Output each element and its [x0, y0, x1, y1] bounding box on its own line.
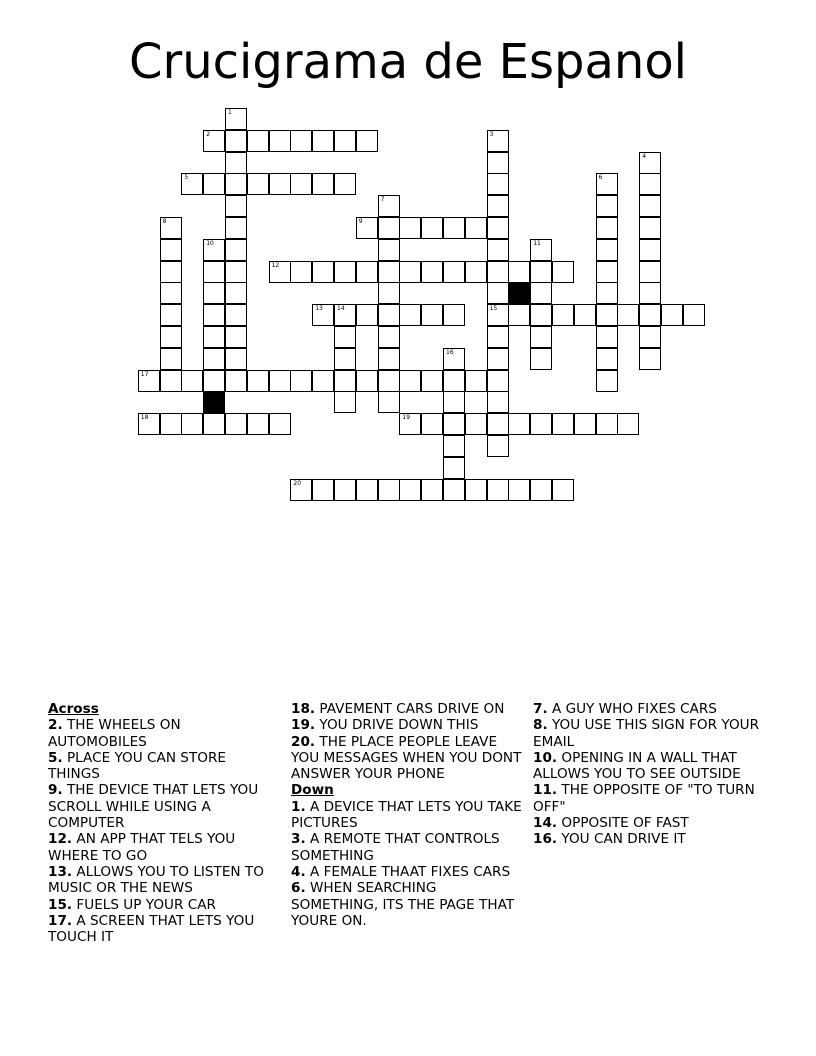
- crossword-cell[interactable]: [203, 173, 225, 195]
- crossword-cell[interactable]: [290, 370, 312, 392]
- crossword-cell[interactable]: [334, 130, 356, 152]
- clue-number: 15: [489, 305, 498, 313]
- crossword-cell[interactable]: [269, 413, 291, 435]
- crossword-cell[interactable]: [334, 304, 356, 326]
- crossword-cell[interactable]: [487, 217, 509, 239]
- crossword-cell[interactable]: [160, 261, 182, 283]
- crossword-cell[interactable]: [225, 130, 247, 152]
- crossword-cell[interactable]: [334, 348, 356, 370]
- crossword-cell[interactable]: [596, 217, 618, 239]
- down-clue: 3. A REMOTE THAT CONTROLS SOMETHING: [291, 831, 500, 864]
- crossword-cell[interactable]: [269, 130, 291, 152]
- crossword-cell[interactable]: [661, 304, 683, 326]
- crossword-cell[interactable]: [225, 304, 247, 326]
- crossword-cell[interactable]: [356, 370, 378, 392]
- crossword-cell[interactable]: [487, 152, 509, 174]
- page-title: Crucigrama de Espanol: [128, 34, 688, 90]
- crossword-cell[interactable]: [443, 261, 465, 283]
- crossword-cell[interactable]: [378, 479, 400, 501]
- across-heading: Across: [48, 701, 99, 717]
- crossword-cell[interactable]: [138, 413, 160, 435]
- crossword-cell[interactable]: [443, 348, 465, 370]
- crossword-cell[interactable]: [530, 348, 552, 370]
- crossword-cell[interactable]: [487, 370, 509, 392]
- crossword-cell[interactable]: [225, 152, 247, 174]
- crossword-cell[interactable]: [508, 479, 530, 501]
- crossword-cell[interactable]: [487, 173, 509, 195]
- crossword-cell[interactable]: [487, 130, 509, 152]
- crossword-cell[interactable]: [639, 152, 661, 174]
- down-clue: 16. YOU CAN DRIVE IT: [533, 831, 686, 848]
- crossword-cell[interactable]: [530, 282, 552, 304]
- down-clue: 1. A DEVICE THAT LETS YOU TAKE PICTURES: [291, 798, 522, 832]
- crossword-grid: [0, 0, 816, 520]
- crossword-cell[interactable]: [552, 413, 574, 435]
- crossword-cell[interactable]: [312, 261, 334, 283]
- crossword-cell[interactable]: [465, 261, 487, 283]
- crossword-cell[interactable]: [443, 304, 465, 326]
- crossword-cell[interactable]: [639, 282, 661, 304]
- crossword-cell[interactable]: [225, 195, 247, 217]
- across-clue: 15. FUELS UP YOUR CAR: [48, 896, 216, 913]
- down-clue: 8. YOU USE THIS SIGN FOR YOUR EMAIL: [533, 717, 760, 750]
- crossword-cell[interactable]: [443, 370, 465, 392]
- crossword-cell[interactable]: [334, 173, 356, 195]
- across-clue: 17. A SCREEN THAT LETS YOU TOUCH IT: [48, 912, 255, 946]
- crossword-cell[interactable]: [269, 370, 291, 392]
- crossword-cell[interactable]: [443, 479, 465, 501]
- crossword-cell[interactable]: [225, 370, 247, 392]
- crossword-cell[interactable]: [160, 326, 182, 348]
- crossword-cell[interactable]: [334, 261, 356, 283]
- crossword-cell[interactable]: [487, 348, 509, 370]
- crossword-cell[interactable]: [399, 304, 421, 326]
- crossword-cell[interactable]: [225, 108, 247, 130]
- clue-number: 9: [358, 218, 363, 225]
- crossword-cell[interactable]: [247, 413, 269, 435]
- crossword-cell[interactable]: [596, 413, 618, 435]
- crossword-cell[interactable]: [487, 326, 509, 348]
- crossword-cell[interactable]: [639, 217, 661, 239]
- crossword-cell[interactable]: [203, 348, 225, 370]
- crossword-cell[interactable]: [160, 282, 182, 304]
- crossword-cell[interactable]: [487, 261, 509, 283]
- crossword-cell[interactable]: [203, 304, 225, 326]
- crossword-cell[interactable]: [334, 326, 356, 348]
- crossword-cell[interactable]: [574, 413, 596, 435]
- crossword-cell[interactable]: [596, 173, 618, 195]
- crossword-cell[interactable]: [312, 130, 334, 152]
- clue-number: 10: [206, 239, 214, 247]
- crossword-cell[interactable]: [508, 261, 530, 283]
- crossword-cell[interactable]: [247, 130, 269, 152]
- crossword-cell[interactable]: [443, 457, 465, 479]
- crossword-cell[interactable]: [530, 326, 552, 348]
- crossword-cell[interactable]: [334, 391, 356, 413]
- crossword-cell[interactable]: [617, 304, 639, 326]
- crossword-cell[interactable]: [530, 479, 552, 501]
- clue-number: 7: [380, 196, 385, 204]
- clue-number: 6: [598, 174, 603, 182]
- crossword-cell[interactable]: [639, 304, 661, 326]
- crossword-cell[interactable]: [465, 413, 487, 435]
- crossword-cell[interactable]: [225, 282, 247, 304]
- across-clue: 18. PAVEMENT CARS DRIVE ON: [291, 701, 505, 717]
- crossword-cell[interactable]: [399, 261, 421, 283]
- crossword-cell[interactable]: [596, 261, 618, 283]
- clues-column-2: [291, 701, 523, 929]
- crossword-cell[interactable]: [421, 370, 443, 392]
- crossword-cell[interactable]: [356, 304, 378, 326]
- crossword-cell[interactable]: [443, 435, 465, 457]
- crossword-cell[interactable]: [225, 326, 247, 348]
- crossword-cell[interactable]: [399, 479, 421, 501]
- clue-number: 17: [140, 370, 149, 378]
- crossword-cell[interactable]: [356, 479, 378, 501]
- clue-number: 5: [184, 174, 189, 182]
- crossword-cell[interactable]: [225, 173, 247, 195]
- crossword-cell[interactable]: [181, 173, 203, 195]
- crossword-cell[interactable]: [334, 370, 356, 392]
- crossword-cell[interactable]: [639, 326, 661, 348]
- crossword-cell[interactable]: [465, 370, 487, 392]
- crossword-cell[interactable]: [312, 304, 334, 326]
- crossword-cell[interactable]: [421, 217, 443, 239]
- crossword-cell[interactable]: [378, 348, 400, 370]
- crossword-cell[interactable]: [378, 261, 400, 283]
- crossword-cell[interactable]: [552, 261, 574, 283]
- crossword-cell[interactable]: [574, 304, 596, 326]
- crossword-cell[interactable]: [247, 173, 269, 195]
- clue-number: 20: [293, 479, 302, 487]
- crossword-cell[interactable]: [203, 326, 225, 348]
- crossword-cell[interactable]: [225, 217, 247, 239]
- crossword-cell[interactable]: [639, 173, 661, 195]
- crossword-cell[interactable]: [639, 239, 661, 261]
- down-heading: Down: [291, 782, 334, 799]
- clue-number: 16: [446, 348, 454, 356]
- clue-number: 2: [206, 130, 211, 138]
- crossword-cell[interactable]: [465, 217, 487, 239]
- crossword-cell[interactable]: [596, 370, 618, 392]
- crossword-cell[interactable]: [617, 413, 639, 435]
- crossword-cell[interactable]: [596, 348, 618, 370]
- clues-column-3: [533, 701, 765, 848]
- crossword-cell[interactable]: [203, 282, 225, 304]
- crossword-cell[interactable]: [269, 261, 291, 283]
- clues-column-1: [48, 701, 280, 945]
- across-clue: 9. THE DEVICE THAT LETS YOU SCROLL WHILE USING A COMPUTER: [48, 782, 259, 832]
- crossword-cell[interactable]: [160, 239, 182, 261]
- crossword-cell[interactable]: [181, 370, 203, 392]
- crossword-cell[interactable]: [225, 239, 247, 261]
- crossword-cell[interactable]: [443, 413, 465, 435]
- across-clue: 12. AN APP THAT TELS YOU WHERE TO GO: [48, 831, 236, 864]
- clue-number: 19: [402, 414, 411, 422]
- crossword-cell[interactable]: [160, 370, 182, 392]
- crossword-cell[interactable]: [203, 370, 225, 392]
- crossword-cell[interactable]: [683, 304, 705, 326]
- crossword-cell[interactable]: [465, 479, 487, 501]
- clue-number: 1: [228, 109, 232, 116]
- crossword-cell[interactable]: [312, 479, 334, 501]
- crossword-cell[interactable]: [247, 370, 269, 392]
- crossword-cell[interactable]: [312, 370, 334, 392]
- clue-number: 11: [533, 239, 541, 247]
- across-clue: 5. PLACE YOU CAN STORE THINGS: [48, 749, 226, 783]
- crossword-cell[interactable]: [378, 217, 400, 239]
- crossword-cell[interactable]: [487, 239, 509, 261]
- crossword-cell[interactable]: [399, 413, 421, 435]
- crossword-cell[interactable]: [378, 326, 400, 348]
- crossword-cell[interactable]: [378, 304, 400, 326]
- crossword-cell[interactable]: [421, 479, 443, 501]
- crossword-cell[interactable]: [356, 130, 378, 152]
- across-clue: 13. ALLOWS YOU TO LISTEN TO MUSIC OR THE NEWS: [48, 863, 264, 897]
- crossword-cell[interactable]: [530, 304, 552, 326]
- crossword-cell[interactable]: [508, 413, 530, 435]
- crossword-block-cell: [508, 282, 530, 304]
- crossword-cell[interactable]: [487, 435, 509, 457]
- crossword-cell[interactable]: [552, 304, 574, 326]
- across-clue: 19. YOU DRIVE DOWN THIS: [291, 717, 479, 734]
- crossword-cell[interactable]: [225, 261, 247, 283]
- across-clue: 2. THE WHEELS ON AUTOMOBILES: [48, 717, 181, 750]
- crossword-cell[interactable]: [487, 304, 509, 326]
- crossword-cell[interactable]: [443, 391, 465, 413]
- clue-number: 18: [140, 414, 149, 422]
- crossword-cell[interactable]: [596, 239, 618, 261]
- crossword-cell[interactable]: [639, 195, 661, 217]
- across-clue: 20. THE PLACE PEOPLE LEAVE YOU MESSAGES WHEN YOU DONT ANSWER YOUR PHONE: [291, 733, 522, 783]
- crossword-cell[interactable]: [378, 282, 400, 304]
- crossword-cell[interactable]: [443, 217, 465, 239]
- crossword-cell[interactable]: [487, 282, 509, 304]
- crossword-cell[interactable]: [334, 479, 356, 501]
- crossword-cell[interactable]: [290, 130, 312, 152]
- crossword-cell[interactable]: [639, 261, 661, 283]
- crossword-cell[interactable]: [290, 173, 312, 195]
- down-clue: 10. OPENING IN A WALL THAT ALLOWS YOU TO SEE OUTSIDE: [533, 749, 741, 783]
- crossword-cell[interactable]: [378, 195, 400, 217]
- crossword-cell[interactable]: [487, 195, 509, 217]
- crossword-cell[interactable]: [225, 413, 247, 435]
- crossword-cell[interactable]: [225, 348, 247, 370]
- crossword-cell[interactable]: [203, 413, 225, 435]
- crossword-cell[interactable]: [530, 239, 552, 261]
- crossword-cell[interactable]: [487, 391, 509, 413]
- crossword-cell[interactable]: [356, 261, 378, 283]
- crossword-cell[interactable]: [399, 370, 421, 392]
- down-clue: 11. THE OPPOSITE OF "TO TURN OFF": [533, 782, 755, 815]
- crossword-cell[interactable]: [421, 261, 443, 283]
- clue-number: 8: [162, 218, 167, 225]
- crossword-cell[interactable]: [421, 413, 443, 435]
- crossword-cell[interactable]: [378, 239, 400, 261]
- down-clue: 7. A GUY WHO FIXES CARS: [533, 701, 717, 717]
- crossword-cell[interactable]: [356, 217, 378, 239]
- crossword-cell[interactable]: [160, 348, 182, 370]
- crossword-cell[interactable]: [487, 413, 509, 435]
- crossword-cell[interactable]: [378, 391, 400, 413]
- crossword-block-cell: [203, 391, 225, 413]
- crossword-cell[interactable]: [160, 217, 182, 239]
- crossword-cell[interactable]: [378, 370, 400, 392]
- crossword-cell[interactable]: [160, 413, 182, 435]
- crossword-cell[interactable]: [596, 282, 618, 304]
- down-clue: 4. A FEMALE THAAT FIXES CARS: [291, 863, 511, 880]
- clue-number: 12: [271, 261, 280, 269]
- crossword-cell[interactable]: [508, 304, 530, 326]
- crossword-cell[interactable]: [552, 479, 574, 501]
- crossword-cell[interactable]: [596, 195, 618, 217]
- crossword-cell[interactable]: [639, 348, 661, 370]
- crossword-cell[interactable]: [138, 370, 160, 392]
- crossword-cell[interactable]: [290, 261, 312, 283]
- crossword-cell[interactable]: [530, 413, 552, 435]
- crossword-cell[interactable]: [421, 304, 443, 326]
- clue-number: 4: [642, 152, 647, 160]
- crossword-cell[interactable]: [160, 304, 182, 326]
- clue-number: 3: [489, 130, 494, 138]
- crossword-cell[interactable]: [487, 479, 509, 501]
- crossword-cell[interactable]: [312, 173, 334, 195]
- crossword-cell[interactable]: [269, 173, 291, 195]
- crossword-cell[interactable]: [399, 217, 421, 239]
- crossword-cell[interactable]: [203, 130, 225, 152]
- down-clue: 6. WHEN SEARCHING SOMETHING, ITS THE PAGE THAT YOURE ON.: [291, 880, 515, 929]
- crossword-cell[interactable]: [290, 479, 312, 501]
- crossword-cell[interactable]: [203, 261, 225, 283]
- crossword-cell[interactable]: [596, 326, 618, 348]
- crossword-cell[interactable]: [181, 413, 203, 435]
- crossword-cell[interactable]: [203, 239, 225, 261]
- clue-number: 14: [337, 305, 345, 313]
- clue-number: 13: [315, 305, 323, 313]
- crossword-cell[interactable]: [530, 261, 552, 283]
- down-clue: 14. OPPOSITE OF FAST: [533, 815, 689, 832]
- crossword-cell[interactable]: [596, 304, 618, 326]
